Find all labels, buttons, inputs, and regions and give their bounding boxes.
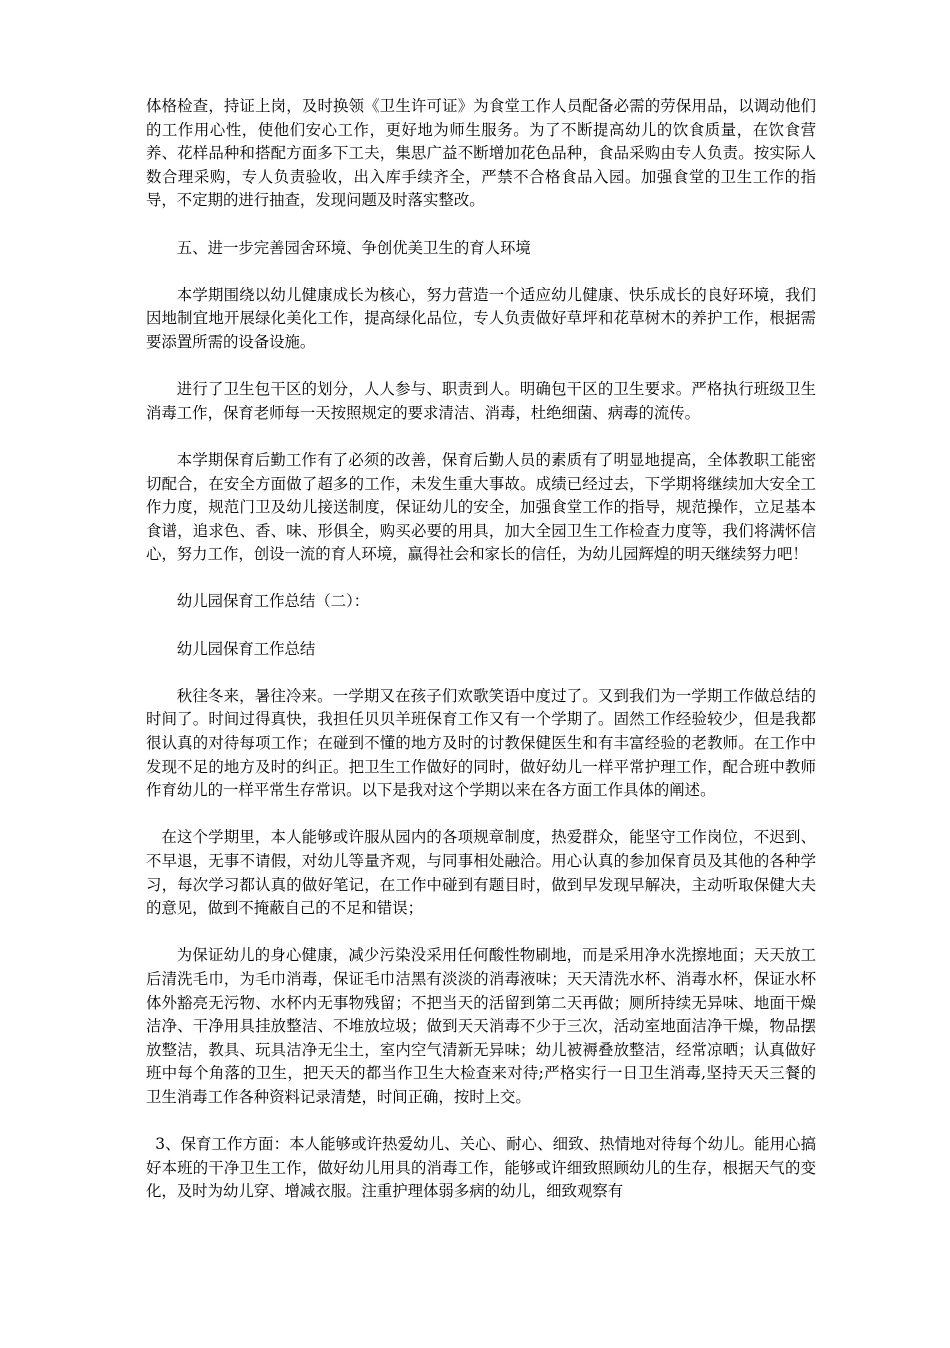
paragraph-discipline: 在这个学期里，本人能够或许服从园内的各项规章制度，热爱群众，能坚守工作岗位，不迟到、不早退，无事不请假，对幼儿等量齐观，与同事相处融洽。用心认真的参加保育员及其他的各种学习，每次学习都认真的做好笔记，在工作中碰到有题目时，做到早发现早解决，主动听取保健大夫的意见，做到不掩蔽自己的不足和错误； [146, 828, 816, 918]
section-heading-environment: 五、进一步完善园舍环境、争创优美卫生的育人环境 [176, 238, 531, 257]
paragraph-cleaning-zones: 进行了卫生包干区的划分，人人参与、职责到人。明确包干区的卫生要求。严格执行班级卫生消毒工作，保育老师每一天按照规定的要求清洁、消毒，杜绝细菌、病毒的流传。 [146, 380, 816, 422]
paragraph-greening: 本学期围绕以幼儿健康成长为核心，努力营造一个适应幼儿健康、快乐成长的良好环境，我们因地制宜地开展绿化美化工作，提高绿化品位，专人负责做好草坪和花草树木的养护工作，根据需要添置所需的设备设施。 [146, 285, 816, 351]
paragraph-intro: 秋往冬来，暑往冷来。一学期又在孩子们欢歌笑语中度过了。又到我们为一学期工作做总结的时间了。时间过得真快，我担任贝贝羊班保育工作又有一个学期了。固然工作经验较少，但是我都很认真的对待每项工作；在碰到不懂的地方及时的讨教保健医生和有丰富经验的老教师。在工作中发现不足的地方及时的纠正。把卫生工作做好的同时，做好幼儿一样平常护理工作，配合班中教师作育幼儿的一样平常生存常识。以下是我对这个学期以来在各方面工作具体的阐述。 [146, 686, 816, 800]
document-body [146, 95, 816, 1228]
paragraph-childcare: 3、保育工作方面：本人能够或许热爱幼儿、关心、耐心、细致、热情地对待每个幼儿。能用心搞好本班的干净卫生工作，做好幼儿用具的消毒工作，能够或许细致照顾幼儿的生存，根据天气的变化，及时为幼儿穿、增减衣服。注重护理体弱多病的幼儿，细致观察有 [146, 1135, 816, 1201]
summary-two-title: 幼儿园保育工作总结（二）： [176, 592, 370, 611]
paragraph-hygiene-routine: 为保证幼儿的身心健康，减少污染没采用任何酸性物刷地，而是采用净水洗擦地面；天天放工后清洗毛巾，为毛巾消毒，保证毛巾洁黑有淡淡的消毒液味；天天清洗水杯、消毒水杯，保证水杯体外豁亮无污物、水杯内无事物残留；不把当天的活留到第二天再做；厕所持续无异味、地面干燥洁净、干净用具挂放整洁、不堆放垃圾；做到天天消毒不少于三次，活动室地面洁净干燥，物品摆放整洁，教具、玩具洁净无尘土，室内空气清新无异味；幼儿被褥叠放整洁，经常凉晒；认真做好班中每个角落的卫生，把天天的都当作卫生大检查来对待;严格实行一日卫生消毒,坚持天天三餐的卫生消毒工作各种资料记录清楚，时间正确，按时上交。 [146, 946, 817, 1106]
paragraph-term-summary: 本学期保育后勤工作有了必须的改善，保育后勤人员的素质有了明显地提高，全体教职工能密切配合，在安全方面做了超多的工作，未发生重大事故。成绩已经过去，下学期将继续加大安全工作力度，规范门卫及幼儿接送制度，保证幼儿的安全，加强食堂工作的指导，规范操作，立足基本食谱，追求色、香、味、形俱全，购买必要的用具，加大全园卫生工作检查力度等，我们将满怀信心，努力工作，创设一流的育人环境，赢得社会和家长的信任，为幼儿园辉煌的明天继续努力吧！ [146, 450, 816, 564]
summary-subtitle: 幼儿园保育工作总结 [176, 639, 316, 658]
paragraph-canteen-hygiene: 体格检查，持证上岗，及时换领《卫生许可证》为食堂工作人员配备必需的劳保用品，以调动他们的工作用心性，使他们安心工作，更好地为师生服务。为了不断提高幼儿的饮食质量，在饮食营养、花样品种和搭配方面多下工夫，集思广益不断增加花色品种，食品采购由专人负责。按实际人数合理采购，专人负责验收，出入库手续齐全，严禁不合格食品入园。加强食堂的卫生工作的指导，不定期的进行抽查，发现问题及时落实整改。 [146, 97, 816, 210]
